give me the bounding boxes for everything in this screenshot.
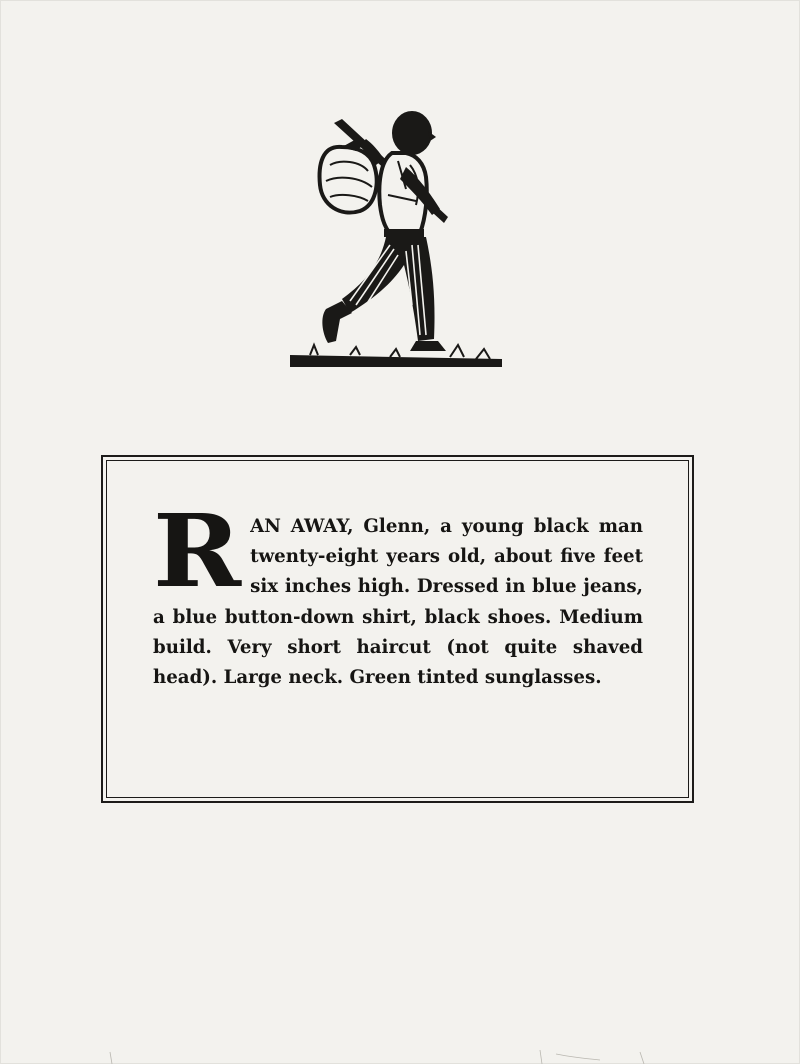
notice-body: AN AWAY, Glenn, a young black man twenty-eight years old, about five feet six inches high. Dressed in blue jeans, a blue button-down shirt, black shoes. Medium build. Very short haircut (not quite shaved head). Large neck. Green tinted sunglasses. <box>153 516 643 689</box>
pencil-signature-marks <box>0 1030 800 1064</box>
runaway-notice-text <box>153 492 643 693</box>
runaway-figure-woodcut-icon <box>280 105 515 380</box>
drop-cap: R <box>153 492 242 610</box>
